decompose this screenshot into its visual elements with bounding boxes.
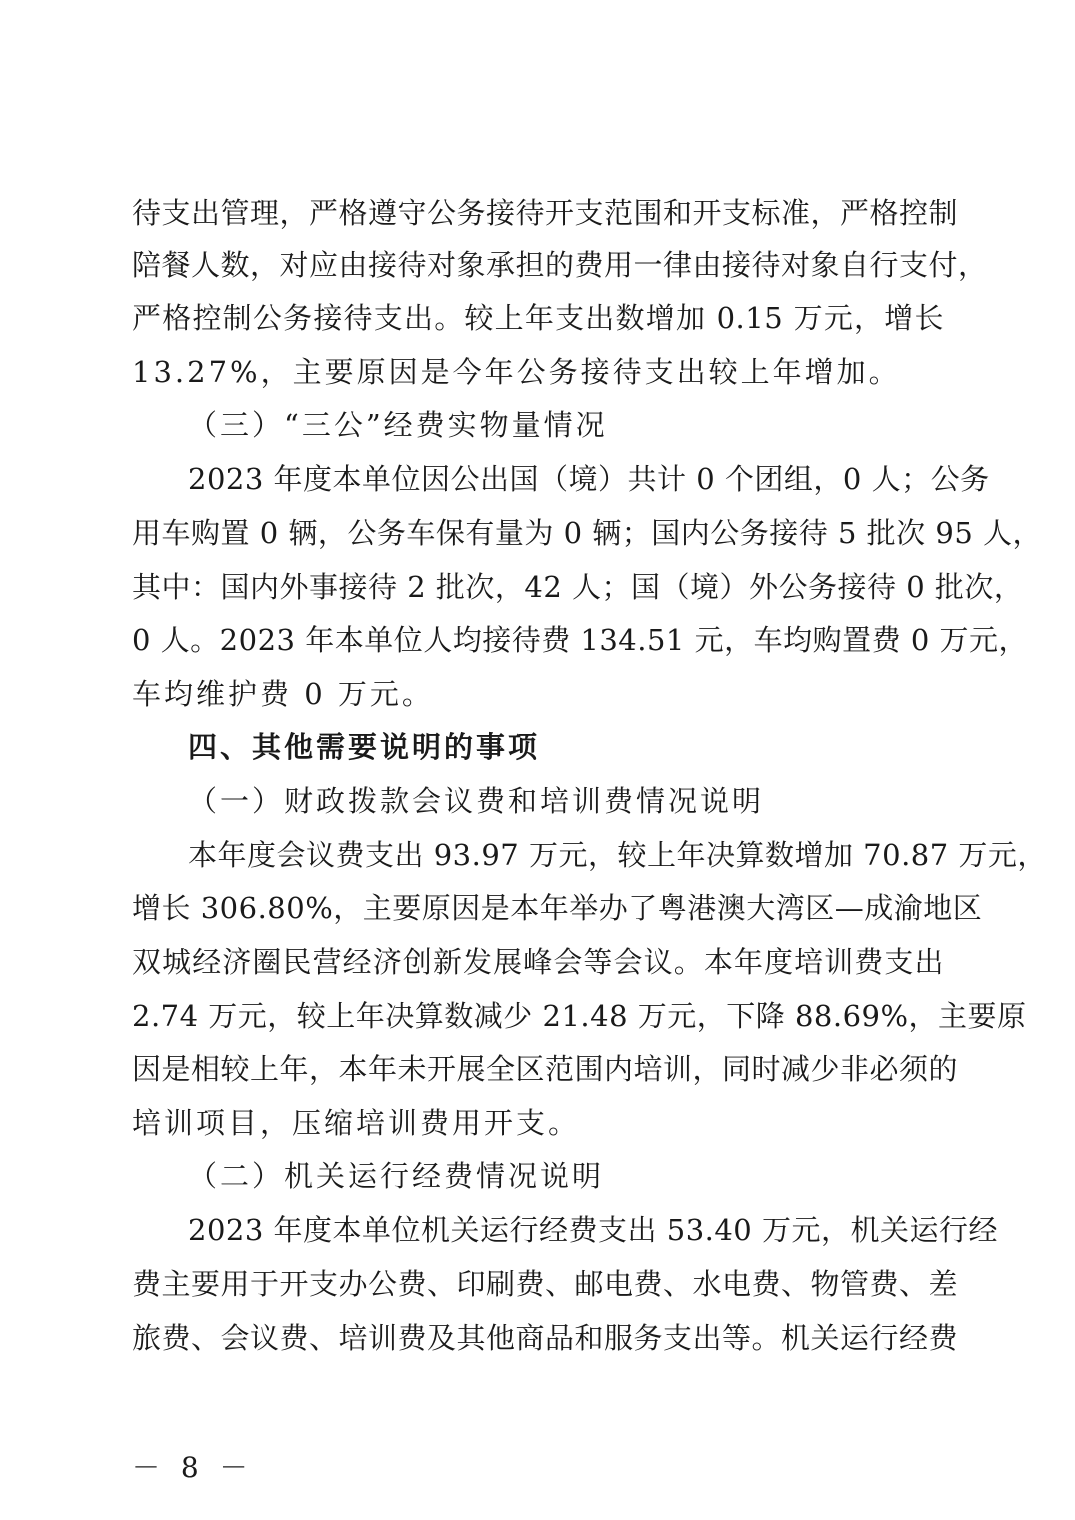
subsection-heading: （二）机关运行经费情况说明 (188, 1159, 605, 1193)
paragraph-line: 陪餐人数，对应由接待对象承担的费用一律由接待对象自行支付， (132, 248, 988, 282)
paragraph-line: 2023 年度本单位机关运行经费支出 53.40 万元，机关运行经 (188, 1213, 998, 1247)
paragraph-line: 双城经济圈民营经济创新发展峰会等会议。本年度培训费支出 (132, 945, 944, 979)
paragraph-line: 旅费、会议费、培训费及其他商品和服务支出等。机关运行经费 (132, 1321, 959, 1355)
paragraph-line: 严格控制公务接待支出。较上年支出数增加 0.15 万元，增长 (132, 301, 944, 335)
paragraph-line: 2023 年度本单位因公出国（境）共计 0 个团组，0 人；公务 (188, 462, 990, 496)
paragraph-line: 0 人。2023 年本单位人均接待费 134.51 元，车均购置费 0 万元， (132, 623, 1028, 657)
paragraph-line: 待支出管理，严格遵守公务接待开支范围和开支标准，严格控制 (132, 196, 959, 230)
paragraph-line: 因是相较上年，本年未开展全区范围内培训，同时减少非必须的 (132, 1052, 959, 1086)
paragraph-line: 增长 306.80%，主要原因是本年举办了粤港澳大湾区—成渝地区 (132, 891, 983, 925)
paragraph-line: 13.27%，主要原因是今年公务接待支出较上年增加。 (132, 355, 901, 389)
paragraph-line: 培训项目，压缩培训费用开支。 (132, 1106, 581, 1140)
subsection-heading: （一）财政拨款会议费和培训费情况说明 (188, 784, 765, 818)
section-heading: 四、其他需要说明的事项 (188, 730, 541, 764)
paragraph-line: 本年度会议费支出 93.97 万元，较上年决算数增加 70.87 万元， (188, 838, 1047, 872)
paragraph-line: 车均维护费 0 万元。 (132, 677, 434, 711)
paragraph-line: 用车购置 0 辆，公务车保有量为 0 辆；国内公务接待 5 批次 95 人， (132, 516, 1043, 550)
subsection-heading: （三）“三公”经费实物量情况 (188, 408, 608, 442)
paragraph-line: 2.74 万元，较上年决算数减少 21.48 万元，下降 88.69%，主要原 (132, 999, 1027, 1033)
page-number: － 8 － (132, 1451, 254, 1484)
paragraph-line: 其中：国内外事接待 2 批次，42 人；国（境）外公务接待 0 批次， (132, 570, 1024, 604)
paragraph-line: 费主要用于开支办公费、印刷费、邮电费、水电费、物管费、差 (132, 1267, 959, 1301)
